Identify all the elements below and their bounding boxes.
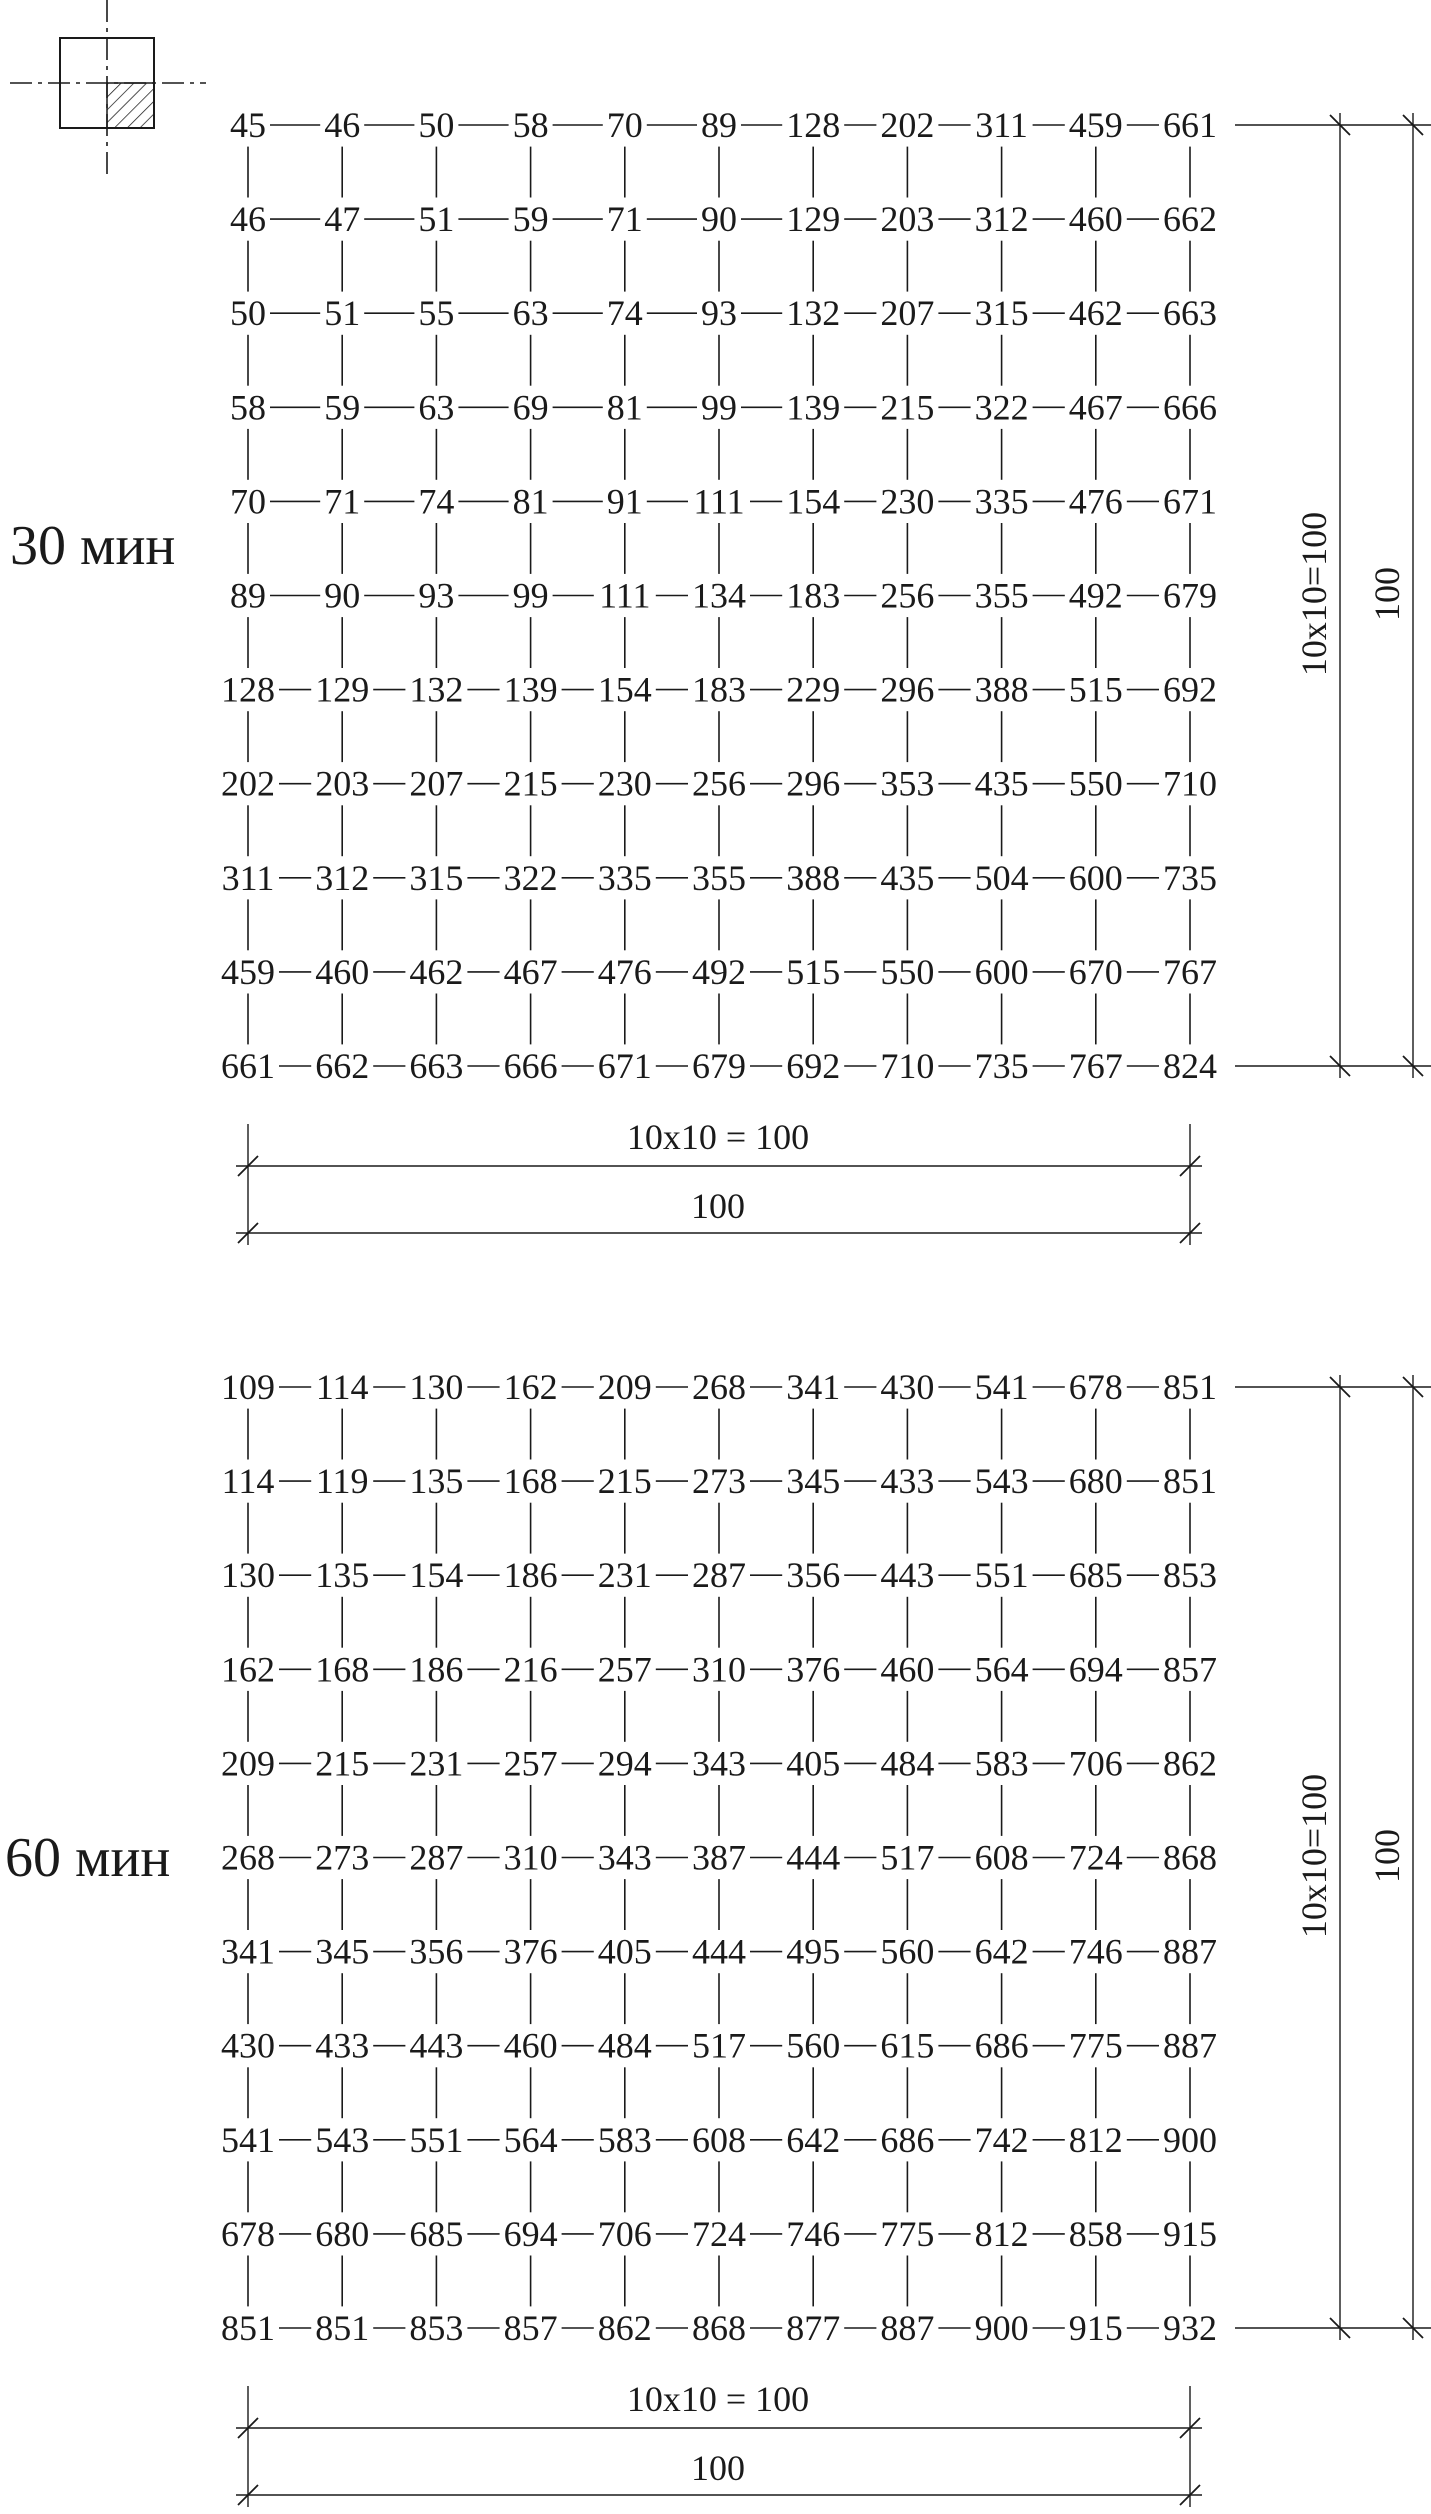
grid-value: 335 <box>974 481 1029 522</box>
grid-value: 162 <box>503 1367 558 1407</box>
grid-value: 168 <box>503 1461 558 1502</box>
grid-value: 430 <box>221 2025 275 2066</box>
temperature-grid-1 <box>221 1367 1431 2507</box>
grid-value: 311 <box>975 105 1028 145</box>
grid-value: 678 <box>221 2213 275 2254</box>
grid-value: 132 <box>786 293 841 334</box>
grid-value: 230 <box>597 763 652 804</box>
grid-value: 129 <box>315 669 370 710</box>
grid-value: 900 <box>974 2308 1029 2348</box>
grid-value: 343 <box>597 1837 652 1878</box>
grid-value: 312 <box>315 857 370 898</box>
grid-value: 202 <box>880 105 935 145</box>
grid-value: 343 <box>692 1743 746 1784</box>
grid-value: 900 <box>1163 2119 1217 2160</box>
bottom-dim-inner-text-60: 10x10 = 100 <box>626 2379 810 2419</box>
grid-value: 462 <box>1068 293 1123 334</box>
grid-value: 851 <box>315 2308 370 2348</box>
grid-value: 932 <box>1163 2308 1217 2348</box>
grid-value: 467 <box>503 951 558 992</box>
grid-value: 356 <box>786 1555 841 1596</box>
grid-value: 460 <box>315 951 370 992</box>
grid-value: 257 <box>597 1649 652 1690</box>
grid-value: 583 <box>597 2119 652 2160</box>
grid-value: 230 <box>880 481 935 522</box>
grid-value: 132 <box>409 669 464 710</box>
grid-value: 853 <box>1163 1555 1217 1596</box>
temperature-grid-0 <box>221 105 1431 1245</box>
grid-value: 877 <box>786 2308 841 2348</box>
grid-value: 812 <box>1068 2119 1123 2160</box>
grid-value: 231 <box>597 1555 652 1596</box>
grid-value: 93 <box>418 575 455 616</box>
grid-value: 551 <box>974 1555 1029 1596</box>
grid-value: 692 <box>786 1046 841 1086</box>
grid-value: 315 <box>974 293 1029 334</box>
grid-value: 853 <box>409 2308 464 2348</box>
grid-value: 296 <box>880 669 935 710</box>
grid-value: 550 <box>1068 763 1123 804</box>
grid-value: 495 <box>786 1931 841 1972</box>
grid-value: 168 <box>315 1649 370 1690</box>
grid-value: 476 <box>1068 481 1123 522</box>
grid-value: 671 <box>597 1046 652 1086</box>
grid-value: 706 <box>597 2213 652 2254</box>
grid-value: 433 <box>880 1461 935 1502</box>
grid-value: 229 <box>786 669 841 710</box>
grid-value: 642 <box>974 1931 1029 1972</box>
grid-value: 134 <box>692 575 746 616</box>
grid-value: 99 <box>701 387 737 428</box>
grid-value: 70 <box>230 481 266 522</box>
grid-value: 724 <box>1068 1837 1123 1878</box>
grid-value: 273 <box>692 1461 746 1502</box>
grid-value: 90 <box>324 575 361 616</box>
grid-value: 868 <box>692 2308 746 2348</box>
grid-value: 109 <box>221 1367 275 1407</box>
grid-value: 341 <box>221 1931 275 1972</box>
grid-value: 433 <box>315 2025 370 2066</box>
grid-value: 459 <box>221 951 275 992</box>
grid-value: 661 <box>221 1046 275 1086</box>
grid-value: 857 <box>503 2308 558 2348</box>
grid-value: 287 <box>409 1837 464 1878</box>
grid-value: 517 <box>692 2025 746 2066</box>
grid-value: 257 <box>503 1743 558 1784</box>
grid-value: 273 <box>315 1837 370 1878</box>
grid-value: 692 <box>1163 669 1217 710</box>
grid-value: 315 <box>409 857 464 898</box>
grid-value: 680 <box>1068 1461 1123 1502</box>
grid-value: 355 <box>974 575 1029 616</box>
grid-value: 81 <box>606 387 643 428</box>
grid-value: 686 <box>880 2119 935 2160</box>
grid-value: 130 <box>409 1367 464 1407</box>
grid-value: 706 <box>1068 1743 1123 1784</box>
grid-value: 45 <box>230 105 266 145</box>
grid-value: 443 <box>880 1555 935 1596</box>
grid-value: 63 <box>512 293 549 334</box>
grid-value: 435 <box>974 763 1029 804</box>
grid-value: 183 <box>692 669 746 710</box>
grid-value: 608 <box>692 2119 746 2160</box>
grid-value: 69 <box>512 387 549 428</box>
grid-value: 312 <box>974 199 1029 240</box>
grid-value: 492 <box>1068 575 1123 616</box>
grid-value: 216 <box>503 1649 558 1690</box>
grid-value: 670 <box>1068 951 1123 992</box>
grid-value: 662 <box>1163 199 1217 240</box>
grid-value: 671 <box>1163 481 1217 522</box>
grid-value: 710 <box>880 1046 935 1086</box>
grid-value: 746 <box>786 2213 841 2254</box>
grid-value: 215 <box>597 1461 652 1502</box>
grid-value: 139 <box>786 387 841 428</box>
grid-value: 858 <box>1068 2213 1123 2254</box>
grid-value: 666 <box>1163 387 1217 428</box>
grid-value: 868 <box>1163 1837 1217 1878</box>
grid-value: 887 <box>1163 2025 1217 2066</box>
grid-value: 462 <box>409 951 464 992</box>
panel-label-30: 30 мин <box>10 515 176 577</box>
grid-value: 71 <box>324 481 361 522</box>
grid-value: 560 <box>786 2025 841 2066</box>
right-dim-outer-text-30: 100 <box>1367 567 1407 621</box>
grid-value: 583 <box>974 1743 1029 1784</box>
grid-value: 215 <box>880 387 935 428</box>
grid-value: 268 <box>692 1367 746 1407</box>
grid-value: 74 <box>418 481 455 522</box>
grid-value: 543 <box>974 1461 1029 1502</box>
grid-value: 47 <box>324 199 361 240</box>
grid-value: 81 <box>512 481 549 522</box>
grid-value: 154 <box>409 1555 464 1596</box>
grid-value: 128 <box>786 105 841 145</box>
grid-value: 444 <box>786 1837 841 1878</box>
grid-value: 51 <box>324 293 361 334</box>
grid-value: 615 <box>880 2025 935 2066</box>
grid-value: 484 <box>597 2025 652 2066</box>
grid-value: 71 <box>606 199 643 240</box>
grid-value: 335 <box>597 857 652 898</box>
grid-value: 294 <box>597 1743 652 1784</box>
grid-value: 256 <box>692 763 746 804</box>
grid-value: 678 <box>1068 1367 1123 1407</box>
grid-value: 663 <box>409 1046 464 1086</box>
grid-value: 287 <box>692 1555 746 1596</box>
panel-label-60: 60 мин <box>5 1827 171 1889</box>
grid-value: 50 <box>230 293 266 334</box>
grid-value: 111 <box>693 481 745 522</box>
grid-value: 851 <box>1163 1461 1217 1502</box>
grid-value: 742 <box>974 2119 1029 2160</box>
grid-value: 515 <box>786 951 841 992</box>
grid-value: 600 <box>1068 857 1123 898</box>
grid-value: 353 <box>880 763 935 804</box>
grid-value: 812 <box>974 2213 1029 2254</box>
grid-value: 666 <box>503 1046 558 1086</box>
grid-value: 74 <box>606 293 643 334</box>
grid-value: 476 <box>597 951 652 992</box>
grid-value: 767 <box>1068 1046 1123 1086</box>
grid-value: 685 <box>409 2213 464 2254</box>
grid-value: 435 <box>880 857 935 898</box>
grid-value: 135 <box>315 1555 370 1596</box>
grid-value: 887 <box>1163 1931 1217 1972</box>
grid-value: 388 <box>974 669 1029 710</box>
grid-value: 679 <box>692 1046 746 1086</box>
right-dim-inner-text-30: 10x10=100 <box>1294 511 1334 677</box>
grid-value: 685 <box>1068 1555 1123 1596</box>
grid-value: 50 <box>418 105 455 145</box>
grid-value: 851 <box>1163 1367 1217 1407</box>
grid-value: 564 <box>974 1649 1029 1690</box>
grid-value: 824 <box>1163 1046 1217 1086</box>
grid-value: 311 <box>221 857 275 898</box>
grid-value: 504 <box>974 857 1029 898</box>
grid-value: 46 <box>230 199 266 240</box>
grid-value: 694 <box>1068 1649 1123 1690</box>
grid-value: 517 <box>880 1837 935 1878</box>
grid-value: 215 <box>503 763 558 804</box>
grid-value: 341 <box>786 1367 841 1407</box>
grid-value: 484 <box>880 1743 935 1784</box>
grid-value: 186 <box>409 1649 464 1690</box>
grid-value: 444 <box>692 1931 746 1972</box>
grid-value: 735 <box>1163 857 1217 898</box>
right-dim-outer-text-60: 100 <box>1367 1829 1407 1883</box>
grid-value: 560 <box>880 1931 935 1972</box>
grid-value: 662 <box>315 1046 370 1086</box>
grid-value: 515 <box>1068 669 1123 710</box>
grid-value: 215 <box>315 1743 370 1784</box>
grid-value: 202 <box>221 763 275 804</box>
grid-value: 492 <box>692 951 746 992</box>
grid-value: 99 <box>512 575 549 616</box>
grid-value: 89 <box>230 575 266 616</box>
grid-value: 915 <box>1163 2213 1217 2254</box>
grid-value: 129 <box>786 199 841 240</box>
grid-value: 203 <box>315 763 370 804</box>
bottom-dim-outer-text-30: 100 <box>691 1186 745 1226</box>
grid-value: 310 <box>692 1649 746 1690</box>
grid-value: 91 <box>606 481 643 522</box>
grid-value: 58 <box>230 387 266 428</box>
grid-value: 93 <box>701 293 737 334</box>
grid-value: 460 <box>503 2025 558 2066</box>
grid-value: 430 <box>880 1367 935 1407</box>
grid-value: 130 <box>221 1555 275 1596</box>
grid-value: 183 <box>786 575 841 616</box>
grid-value: 70 <box>606 105 643 145</box>
grid-value: 405 <box>597 1931 652 1972</box>
grid-value: 90 <box>701 199 737 240</box>
bottom-dim-outer-text-60: 100 <box>691 2448 745 2488</box>
grid-value: 686 <box>974 2025 1029 2066</box>
grid-value: 775 <box>1068 2025 1123 2066</box>
grid-value: 642 <box>786 2119 841 2160</box>
cross-section-icon <box>10 0 206 180</box>
grid-value: 268 <box>221 1837 275 1878</box>
grid-value: 915 <box>1068 2308 1123 2348</box>
grid-value: 767 <box>1163 951 1217 992</box>
grid-value: 207 <box>409 763 464 804</box>
grid-value: 209 <box>597 1367 652 1407</box>
grid-value: 543 <box>315 2119 370 2160</box>
grid-value: 541 <box>974 1367 1029 1407</box>
grid-value: 608 <box>974 1837 1029 1878</box>
grid-value: 862 <box>597 2308 652 2348</box>
grid-value: 89 <box>701 105 737 145</box>
grid-value: 387 <box>692 1837 746 1878</box>
grid-value: 551 <box>409 2119 464 2160</box>
grid-value: 114 <box>315 1367 369 1407</box>
grid-value: 376 <box>786 1649 841 1690</box>
grid-value: 209 <box>221 1743 275 1784</box>
grid-value: 154 <box>597 669 652 710</box>
grid-value: 443 <box>409 2025 464 2066</box>
grid-value: 680 <box>315 2213 370 2254</box>
grid-value: 59 <box>324 387 361 428</box>
grid-value: 459 <box>1068 105 1123 145</box>
grid-value: 345 <box>786 1461 841 1502</box>
grid-value: 564 <box>503 2119 558 2160</box>
grid-value: 203 <box>880 199 935 240</box>
grid-value: 58 <box>512 105 549 145</box>
grid-value: 322 <box>974 387 1029 428</box>
grid-value: 186 <box>503 1555 558 1596</box>
grid-value: 710 <box>1163 763 1217 804</box>
grid-value: 775 <box>880 2213 935 2254</box>
grid-value: 746 <box>1068 1931 1123 1972</box>
grid-value: 600 <box>974 951 1029 992</box>
grid-value: 51 <box>418 199 455 240</box>
grid-value: 114 <box>221 1461 275 1502</box>
grid-value: 207 <box>880 293 935 334</box>
grid-value: 128 <box>221 669 275 710</box>
grid-value: 388 <box>786 857 841 898</box>
grid-value: 467 <box>1068 387 1123 428</box>
grid-value: 887 <box>880 2308 935 2348</box>
grid-value: 162 <box>221 1649 275 1690</box>
grid-value: 139 <box>503 669 558 710</box>
grid-value: 694 <box>503 2213 558 2254</box>
grid-value: 550 <box>880 951 935 992</box>
grid-value: 862 <box>1163 1743 1217 1784</box>
grid-value: 55 <box>418 293 455 334</box>
grid-value: 310 <box>503 1837 558 1878</box>
grid-value: 541 <box>221 2119 275 2160</box>
grid-value: 119 <box>315 1461 369 1502</box>
grid-value: 322 <box>503 857 558 898</box>
grid-value: 460 <box>880 1649 935 1690</box>
grid-value: 355 <box>692 857 746 898</box>
grid-value: 111 <box>599 575 651 616</box>
grid-value: 135 <box>409 1461 464 1502</box>
grid-value: 661 <box>1163 105 1217 145</box>
grid-value: 356 <box>409 1931 464 1972</box>
grid-value: 857 <box>1163 1649 1217 1690</box>
grid-value: 256 <box>880 575 935 616</box>
grid-value: 376 <box>503 1931 558 1972</box>
grid-value: 663 <box>1163 293 1217 334</box>
grid-value: 405 <box>786 1743 841 1784</box>
grid-value: 296 <box>786 763 841 804</box>
grid-value: 46 <box>324 105 361 145</box>
grid-value: 460 <box>1068 199 1123 240</box>
grid-value: 231 <box>409 1743 464 1784</box>
grid-value: 63 <box>418 387 455 428</box>
grid-value: 59 <box>512 199 549 240</box>
grid-value: 724 <box>692 2213 746 2254</box>
grid-value: 154 <box>786 481 841 522</box>
grid-value: 345 <box>315 1931 370 1972</box>
right-dim-inner-text-60: 10x10=100 <box>1294 1773 1334 1939</box>
bottom-dim-inner-text-30: 10x10 = 100 <box>626 1117 810 1157</box>
grid-value: 735 <box>974 1046 1029 1086</box>
grid-value: 679 <box>1163 575 1217 616</box>
grid-value: 851 <box>221 2308 275 2348</box>
